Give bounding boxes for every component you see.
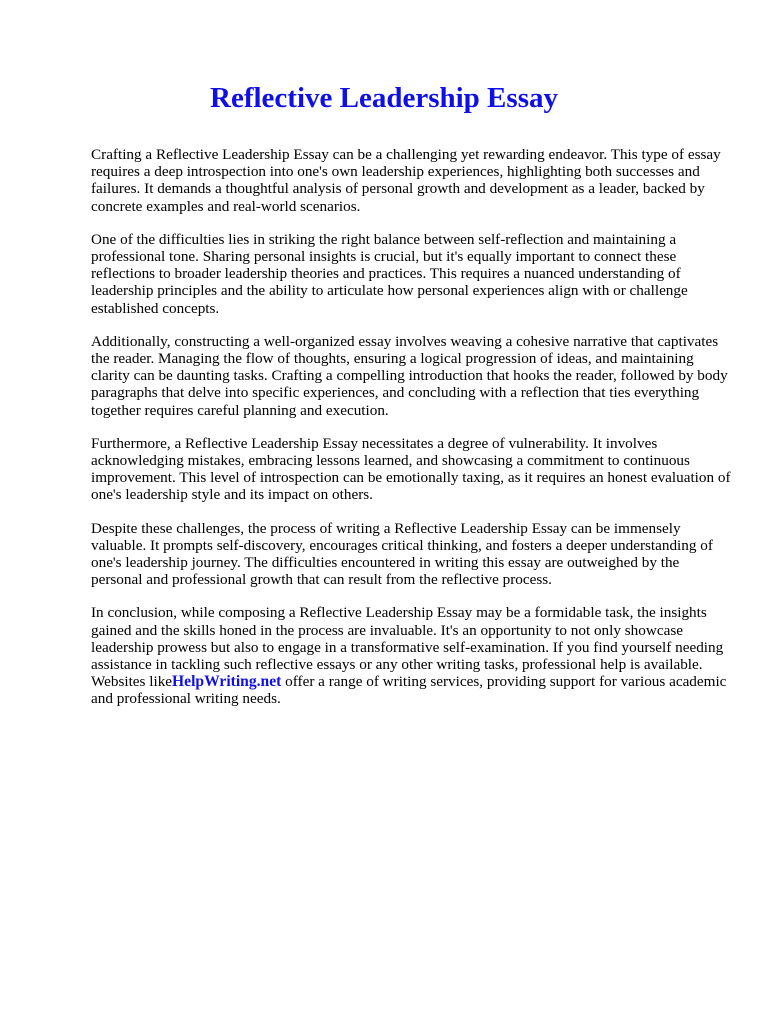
paragraph-structure: Additionally, constructing a well-organized essay involves weaving a cohesive narrative that captivates the reader. Managing the flow of thoughts, ensuring a logical progression of ideas, and maintaining clarity can be daunting tasks. Crafting a compelling introduction that hooks the reader, followed by body paragraphs that delve into specific experiences, and concluding with a reflection that ties everything together requires careful planning and execution. [91, 332, 728, 419]
paragraph-vulnerability: Furthermore, a Reflective Leadership Essay necessitates a degree of vulnerability. It involves acknowledging mistakes, embracing lessons learned, and showcasing a commitment to continuous improvement. This level of introspection can be emotionally taxing, as it requires an honest evaluation of one's leadership style and its impact on others. [91, 434, 731, 504]
conclusion-text-after-link: offer a range of writing services, providing support for various academic and professional writing needs. [91, 673, 727, 708]
paragraph-intro: Crafting a Reflective Leadership Essay can be a challenging yet rewarding endeavor. This type of essay requires a deep introspection into one's own leadership experiences, highlighting both successes and failures. It demands a thoughtful analysis of personal growth and development as a leader, backed by concrete examples and real-world scenarios. [91, 146, 721, 215]
conclusion-text-before-link: In conclusion, while composing a Reflective Leadership Essay may be a formidable task, the insights gained and the skills honed in the process are invaluable. It's an opportunity to not only showcase leadership prowess but also to engage in a transformative self-examination. If you find yourself needing assistance in tackling such reflective essays or any other writing tasks, professional help is available. Websites like [91, 604, 724, 691]
paragraph-value: Despite these challenges, the process of writing a Reflective Leadership Essay can be immensely valuable. It prompts self-discovery, encourages critical thinking, and fosters a deeper understanding of one's leadership journey. The difficulties encountered in writing this essay are outweighed by the personal and professional growth that can result from the reflective process. [91, 519, 713, 589]
helpwriting-link[interactable]: HelpWriting.net [172, 673, 282, 691]
essay-body [91, 146, 731, 724]
page-title: Reflective Leadership Essay [210, 82, 558, 114]
paragraph-balance: One of the difficulties lies in striking the right balance between self-reflection and maintaining a professional tone. Sharing personal insights is crucial, but it's equally important to connect these reflections to broader leadership theories and practices. This requires a nuanced understanding of leadership principles and the ability to articulate how personal experiences align with or challenge established concepts. [91, 230, 688, 317]
paragraph-conclusion [91, 604, 731, 707]
